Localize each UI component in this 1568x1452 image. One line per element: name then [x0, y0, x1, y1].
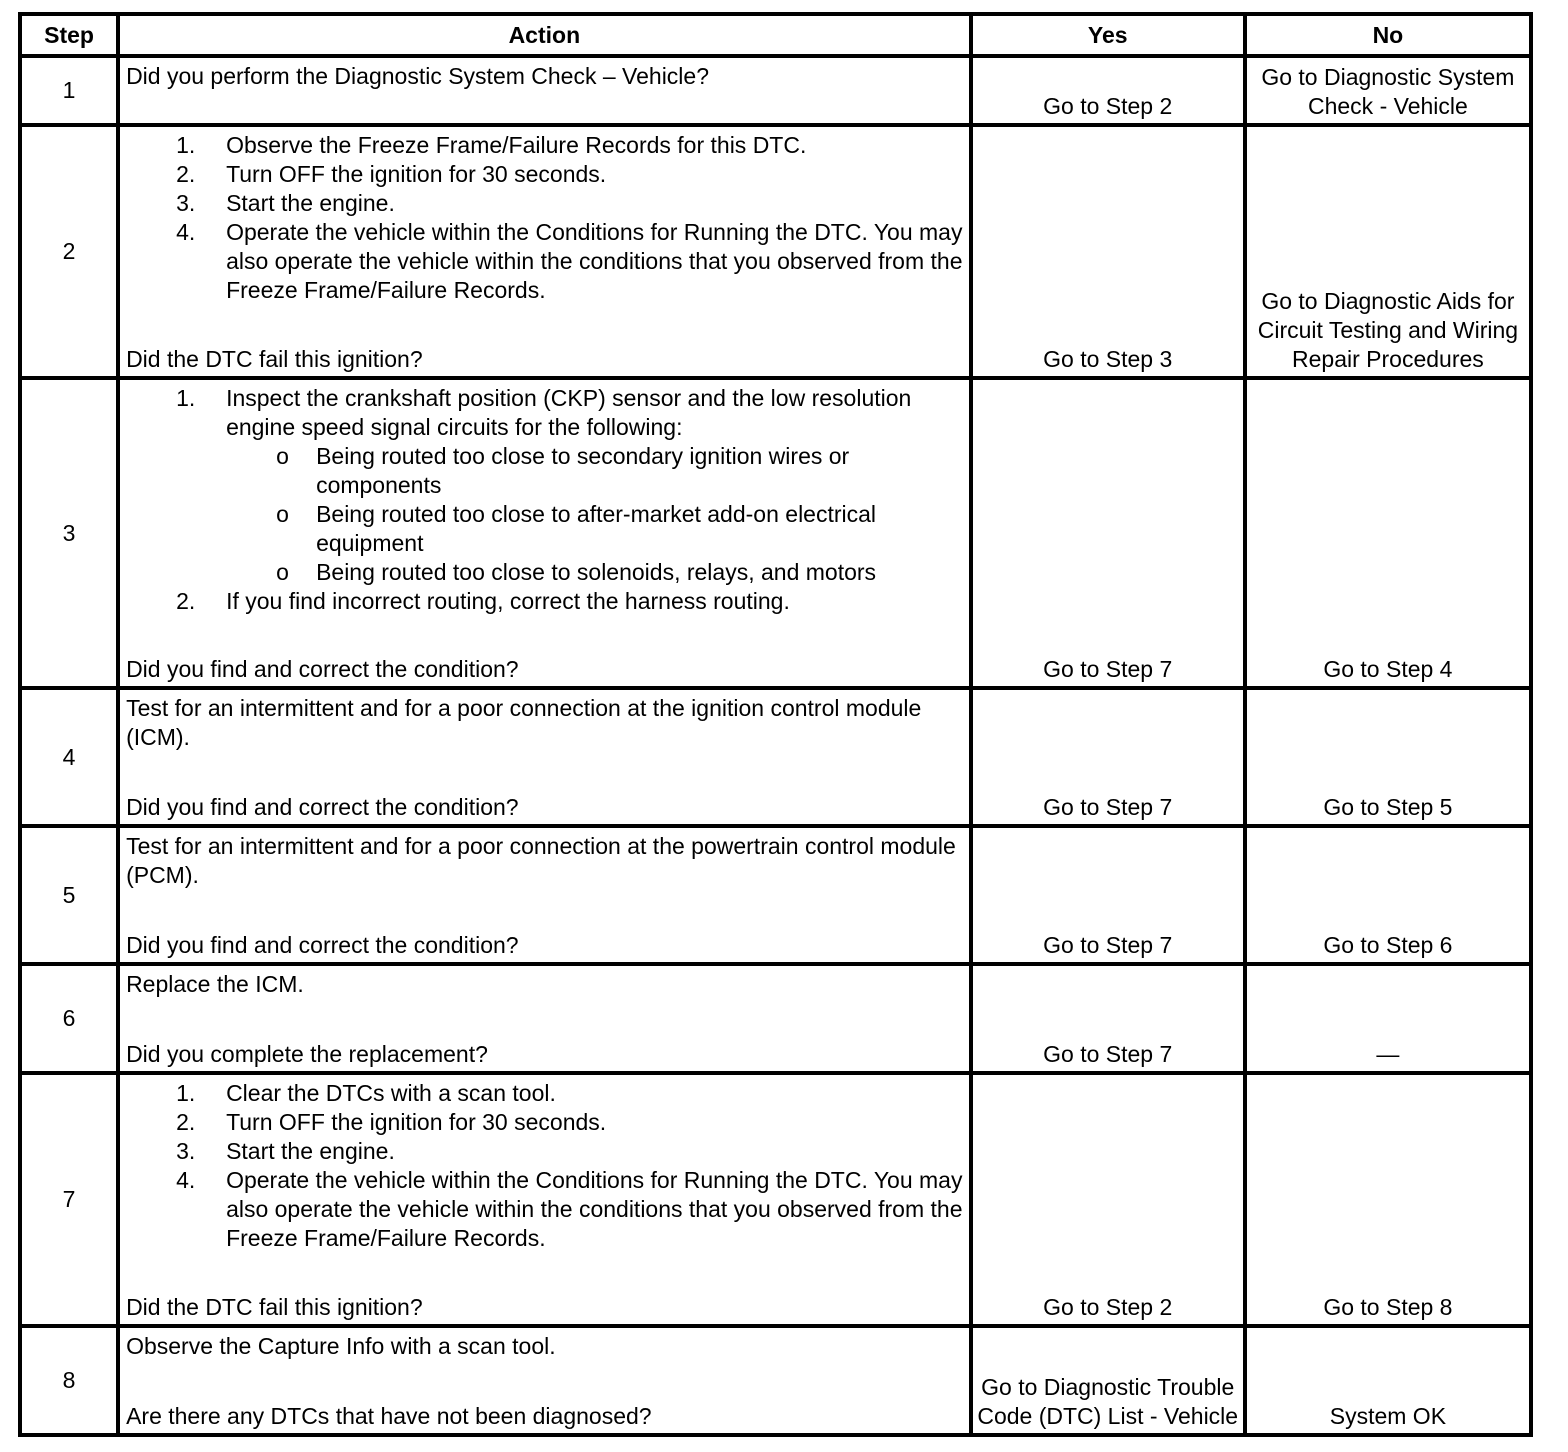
yes-cell: Go to Step 3: [971, 125, 1245, 378]
table-row: [20, 125, 1531, 378]
table-row: [20, 378, 1531, 688]
no-cell: Go to Diagnostic Aids for Circuit Testing and Wiring Repair Procedures: [1245, 125, 1531, 378]
yes-cell: Go to Step 2: [971, 56, 1245, 125]
header-no: No: [1245, 14, 1531, 56]
no-cell: Go to Diagnostic System Check - Vehicle: [1245, 56, 1531, 125]
yes-cell: Go to Diagnostic Trouble Code (DTC) List - Vehicle: [971, 1326, 1245, 1435]
no-cell: Go to Step 8: [1245, 1073, 1531, 1326]
action-question: Are there any DTCs that have not been diagnosed?: [126, 1403, 652, 1429]
list-item: 4. Operate the vehicle within the Conditions for Running the DTC. You may also operate the vehicle within the conditions that you observed from the Freeze Frame/Failure Records.: [176, 1167, 963, 1251]
step-number: 4: [20, 688, 118, 826]
yes-cell: Go to Step 7: [971, 964, 1245, 1073]
action-question: Did the DTC fail this ignition?: [126, 1294, 423, 1320]
step-number: 3: [20, 378, 118, 688]
action-cell: [118, 964, 971, 1073]
action-question: Did the DTC fail this ignition?: [126, 346, 423, 372]
list-item: 3. Start the engine.: [176, 1138, 395, 1164]
header-row: [20, 14, 1531, 56]
action-cell: [118, 1326, 971, 1435]
list-item: 4. Operate the vehicle within the Conditions for Running the DTC. You may also operate the vehicle within the conditions that you observed from the Freeze Frame/Failure Records.: [176, 219, 963, 303]
table-row: [20, 1326, 1531, 1435]
yes-cell: Go to Step 7: [971, 688, 1245, 826]
bullet-item: o Being routed too close to secondary ignition wires or components: [276, 443, 850, 498]
table-row: [20, 688, 1531, 826]
no-cell: Go to Step 4: [1245, 378, 1531, 688]
header-action: Action: [118, 14, 971, 56]
table-row: [20, 56, 1531, 125]
action-text: Test for an intermittent and for a poor connection at the powertrain control module (PCM).: [126, 833, 956, 888]
action-question: Did you complete the replacement?: [126, 1041, 488, 1067]
step-number: 6: [20, 964, 118, 1073]
no-cell: Go to Step 5: [1245, 688, 1531, 826]
list-item: 1. Inspect the crankshaft position (CKP) sensor and the low resolution engine speed signal circuits for the following:: [176, 385, 912, 440]
action-question: Did you find and correct the condition?: [126, 656, 519, 682]
action-question: Did you find and correct the condition?: [126, 932, 519, 958]
list-item: 1. Clear the DTCs with a scan tool.: [176, 1080, 556, 1106]
yes-cell: Go to Step 7: [971, 378, 1245, 688]
yes-cell: Go to Step 7: [971, 826, 1245, 964]
step-number: 1: [20, 56, 118, 125]
bullet-item: o Being routed too close to after-market add-on electrical equipment: [276, 501, 877, 556]
header-step: Step: [20, 14, 118, 56]
table-row: [20, 1073, 1531, 1326]
action-cell: [118, 125, 971, 378]
yes-cell: Go to Step 2: [971, 1073, 1245, 1326]
action-cell: [118, 688, 971, 826]
step-number: 8: [20, 1326, 118, 1435]
action-text: Observe the Capture Info with a scan tool.: [126, 1333, 556, 1359]
action-cell: [118, 378, 971, 688]
table-row: [20, 964, 1531, 1073]
action-cell: [118, 56, 971, 125]
action-cell: [118, 826, 971, 964]
no-cell: System OK: [1245, 1326, 1531, 1435]
no-cell: Go to Step 6: [1245, 826, 1531, 964]
action-text: Did you perform the Diagnostic System Check – Vehicle?: [126, 63, 710, 89]
action-cell: [118, 1073, 971, 1326]
list-item: 2. If you find incorrect routing, correct the harness routing.: [176, 588, 790, 614]
table-row: [20, 826, 1531, 964]
list-item: 2. Turn OFF the ignition for 30 seconds.: [176, 1109, 607, 1135]
list-item: 3. Start the engine.: [176, 190, 395, 216]
action-text: Test for an intermittent and for a poor connection at the ignition control module (ICM).: [126, 695, 922, 750]
header-yes: Yes: [971, 14, 1245, 56]
list-item: 2. Turn OFF the ignition for 30 seconds.: [176, 161, 607, 187]
diagnostic-table: [18, 12, 1533, 1437]
bullet-item: o Being routed too close to solenoids, relays, and motors: [276, 559, 877, 585]
action-text: Replace the ICM.: [126, 971, 304, 997]
step-number: 7: [20, 1073, 118, 1326]
no-cell: —: [1245, 964, 1531, 1073]
step-number: 2: [20, 125, 118, 378]
list-item: 1. Observe the Freeze Frame/Failure Records for this DTC.: [176, 132, 807, 158]
step-number: 5: [20, 826, 118, 964]
action-question: Did you find and correct the condition?: [126, 794, 519, 820]
